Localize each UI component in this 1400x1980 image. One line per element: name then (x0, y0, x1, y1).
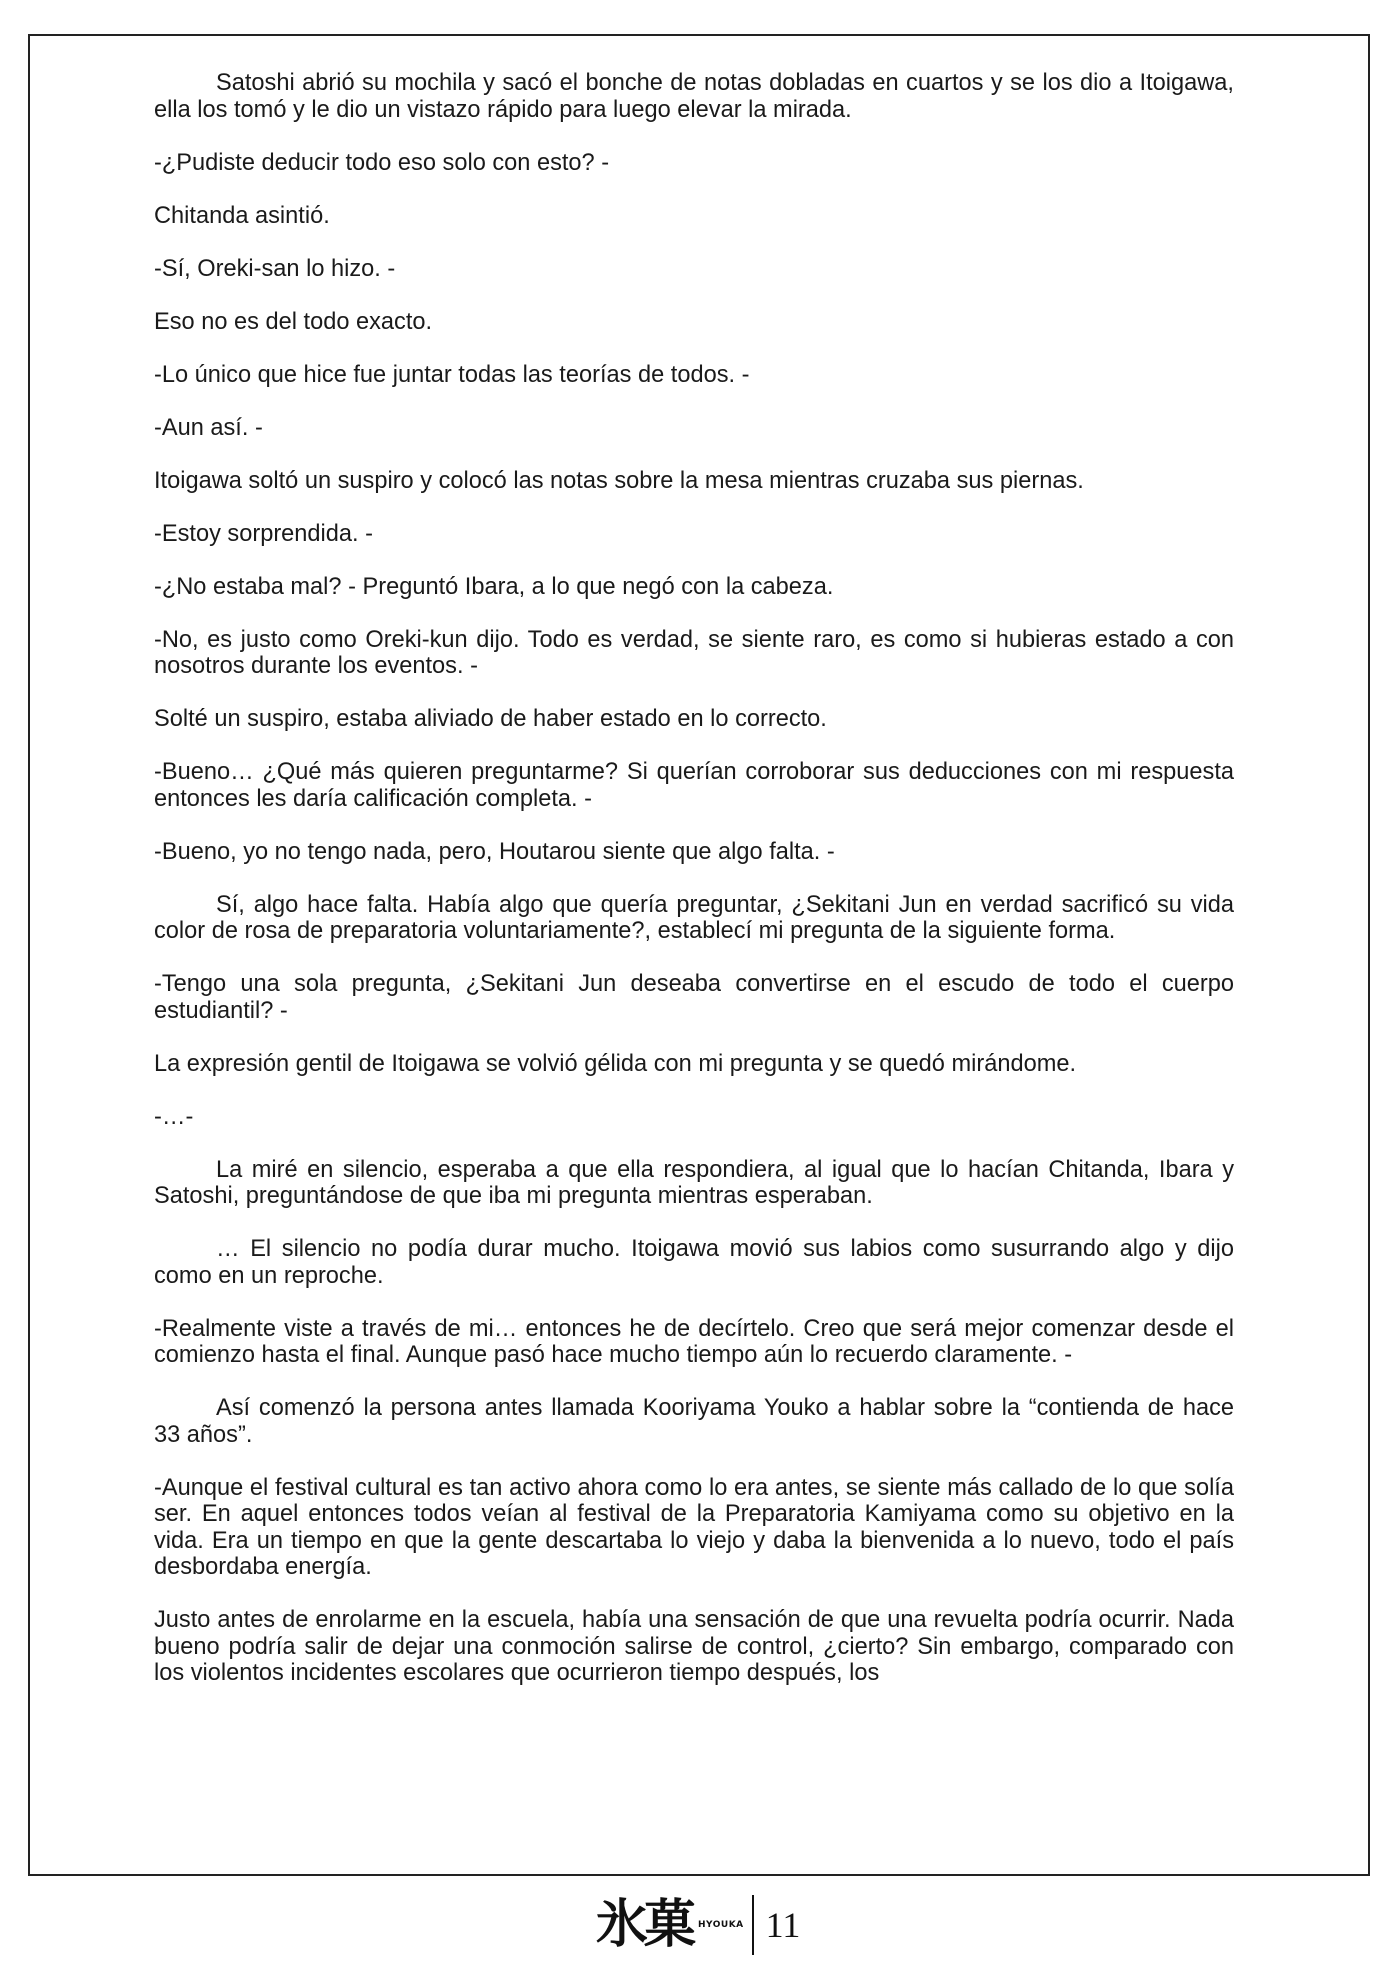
paragraph: Itoigawa soltó un suspiro y colocó las notas sobre la mesa mientras cruzaba sus piernas. (154, 467, 1084, 494)
paragraph: Sí, algo hace falta. Había algo que quería preguntar, ¿Sekitani Jun en verdad sacrificó su vida color de rosa de preparatoria voluntariamente?, establecí mi pregunta de la siguiente forma. (154, 891, 1234, 944)
paragraph: -Estoy sorprendida. - (154, 520, 373, 547)
paragraph: -Tengo una sola pregunta, ¿Sekitani Jun deseaba convertirse en el escudo de todo el cuerpo estudiantil? - (154, 971, 1234, 1024)
paragraph: -¿Pudiste deducir todo eso solo con esto? - (154, 149, 610, 176)
paragraph: -Aun así. - (154, 414, 263, 441)
paragraph: Así comenzó la persona antes llamada Kooriyama Youko a hablar sobre la “contienda de hace 33 años”. (154, 1395, 1234, 1448)
paragraph: Eso no es del todo exacto. (154, 308, 433, 335)
paragraph: -Lo único que hice fue juntar todas las teorías de todos. - (154, 361, 750, 388)
paragraph: -Bueno… ¿Qué más quieren preguntarme? Si querían corroborar sus deducciones con mi respuesta entonces les daría calificación completa. - (154, 759, 1234, 812)
paragraph: Chitanda asintió. (154, 202, 330, 229)
paragraph: -¿No estaba mal? - Preguntó Ibara, a lo que negó con la cabeza. (154, 573, 834, 600)
logo-subtitle: HYOUKA (698, 1920, 744, 1930)
paragraph: -No, es justo como Oreki-kun dijo. Todo es verdad, se siente raro, es como si hubieras estado a con nosotros durante los eventos. - (154, 626, 1234, 679)
paragraph: -Sí, Oreki-san lo hizo. - (154, 255, 396, 282)
page-number: 11 (765, 1905, 801, 1945)
paragraph: La expresión gentil de Itoigawa se volvió gélida con mi pregunta y se quedó mirándome. (154, 1050, 1077, 1077)
paragraph: … El silencio no podía durar mucho. Itoigawa movió sus labios como susurrando algo y dijo como en un reproche. (154, 1236, 1234, 1289)
paragraph: -Bueno, yo no tengo nada, pero, Houtarou siente que algo falta. - (154, 838, 835, 865)
hyouka-logo (596, 1894, 744, 1955)
document-body (154, 70, 1234, 1713)
paragraph: -Aunque el festival cultural es tan activo ahora como lo era antes, se siente más callado de lo que solía ser. En aquel entonces todos veían al festival de la Preparatoria Kamiyama como su objetivo en la vida. Era un tiempo en que la gente descartaba lo viejo y daba la bienvenida a lo nuevo, todo el país desbordaba energía. (154, 1474, 1234, 1580)
paragraph: -Realmente viste a través de mi… entonces he de decírtelo. Creo que será mejor comenzar desde el comienzo hasta el final. Aunque pasó hace mucho tiempo aún lo recuerdo claramente. - (154, 1315, 1234, 1368)
footer-divider (752, 1895, 754, 1955)
paragraph: Solté un suspiro, estaba aliviado de haber estado en lo correcto. (154, 706, 827, 732)
page-footer (596, 1890, 800, 1960)
paragraph: La miré en silencio, esperaba a que ella respondiera, al igual que lo hacían Chitanda, Ibara y Satoshi, preguntándose de que iba mi pregunta mientras esperaban. (154, 1156, 1234, 1209)
paragraph: Satoshi abrió su mochila y sacó el bonche de notas dobladas en cuartos y se los dio a Itoigawa, ella los tomó y le dio un vistazo rápido para luego elevar la mirada. (154, 70, 1234, 123)
paragraph: Justo antes de enrolarme en la escuela, había una sensación de que una revuelta podría ocurrir. Nada bueno podría salir de dejar una conmoción salirse de control, ¿cierto? Sin embargo, comparado con los violentos incidentes escolares que ocurrieron tiempo después, los (154, 1607, 1234, 1686)
logo-kanji: 氷菓 (596, 1894, 693, 1955)
paragraph: -…- (154, 1103, 194, 1130)
